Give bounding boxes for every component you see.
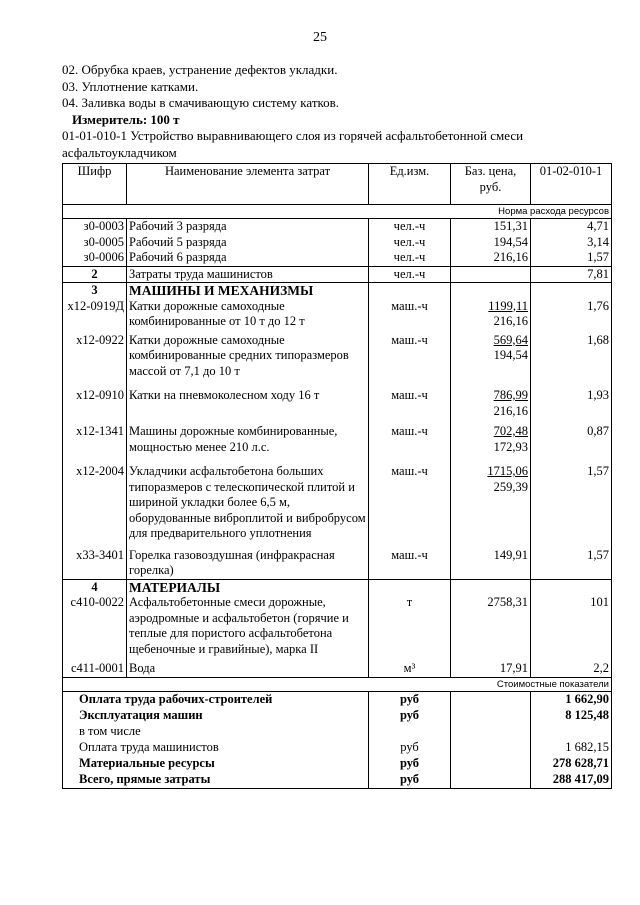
table-row xyxy=(63,235,612,251)
header-code: Шифр xyxy=(63,164,127,205)
row-norm: 2,2 xyxy=(531,657,612,677)
table-title-line2: асфальтоукладчиком xyxy=(62,144,177,160)
row-norm: 7,81 xyxy=(531,266,612,283)
header-price: Баз. цена, руб. xyxy=(451,164,531,205)
price-wage: 259,39 xyxy=(493,479,528,494)
table-row xyxy=(63,657,612,677)
price-main: 786,99 xyxy=(493,388,528,402)
price-main: 702,48 xyxy=(493,424,528,438)
summary-value: 1 662,90 xyxy=(531,691,612,708)
table-row xyxy=(63,299,612,330)
row-price: 216,16 xyxy=(451,250,531,266)
empty-cell xyxy=(451,283,531,299)
row-norm: 3,14 xyxy=(531,235,612,251)
price-main: 1715,06 xyxy=(487,464,528,478)
summary-unit: руб xyxy=(369,708,451,724)
price-wage: 172,93 xyxy=(493,439,528,454)
row-price xyxy=(451,299,531,330)
summary-label: Всего, прямые затраты xyxy=(63,772,369,789)
empty-cell xyxy=(451,772,531,789)
row-name: Машины дорожные комбинированные, мощностью менее 210 л.с. xyxy=(127,419,369,455)
summary-value: 288 417,09 xyxy=(531,772,612,789)
row-price: 2758,31 xyxy=(451,595,531,657)
row-code: х33-3401 xyxy=(63,542,127,580)
section-row-materials xyxy=(63,579,612,595)
page-number: 25 xyxy=(313,30,327,45)
summary-row xyxy=(63,756,612,772)
summary-unit: руб xyxy=(369,691,451,708)
table-header-row xyxy=(63,164,612,205)
row-code: х12-0910 xyxy=(63,379,127,419)
row-norm: 1,57 xyxy=(531,250,612,266)
summary-value xyxy=(531,724,612,740)
row-unit: маш.-ч xyxy=(369,379,451,419)
row-code: х12-0919Д xyxy=(63,299,127,330)
row-name: Рабочий 5 разряда xyxy=(127,235,369,251)
work-step-02: 02. Обрубка краев, устранение дефектов укладки. xyxy=(62,62,338,77)
empty-cell xyxy=(451,756,531,772)
row-price: 151,31 xyxy=(451,219,531,235)
row-name: Рабочий 3 разряда xyxy=(127,219,369,235)
row-unit: маш.-ч xyxy=(369,455,451,542)
table-row xyxy=(63,250,612,266)
row-code: з0-0003 xyxy=(63,219,127,235)
price-main: 1199,11 xyxy=(488,298,528,313)
empty-cell xyxy=(451,708,531,724)
row-code: х12-1341 xyxy=(63,419,127,455)
table-row xyxy=(63,330,612,380)
row-norm: 101 xyxy=(531,595,612,657)
empty-cell xyxy=(531,579,612,595)
price-main: 569,64 xyxy=(493,332,528,347)
table-title-line1: 01-01-010-1 Устройство выравнивающего слоя из горячей асфальтобетонной смеси xyxy=(62,128,524,143)
section-row-machines xyxy=(63,283,612,299)
row-price xyxy=(451,455,531,542)
row-name: Рабочий 6 разряда xyxy=(127,250,369,266)
row-code: з0-0005 xyxy=(63,235,127,251)
section-title: МАТЕРИАЛЫ xyxy=(127,579,369,595)
summary-label: Эксплуатация машин xyxy=(63,708,369,724)
row-price xyxy=(451,266,531,283)
empty-cell xyxy=(451,740,531,756)
measure-unit: Измеритель: 100 т xyxy=(72,111,180,127)
norm-caption-row xyxy=(63,205,612,219)
row-norm: 1,76 xyxy=(531,299,612,330)
row-unit: маш.-ч xyxy=(369,299,451,330)
header-norm: 01-02-010-1 xyxy=(531,164,612,205)
summary-row xyxy=(63,691,612,708)
row-code: х12-0922 xyxy=(63,330,127,380)
row-unit: т xyxy=(369,595,451,657)
row-unit: маш.-ч xyxy=(369,542,451,580)
row-norm: 1,93 xyxy=(531,379,612,419)
table-row xyxy=(63,219,612,235)
price-wage: 216,16 xyxy=(493,314,528,328)
machinists-row xyxy=(63,266,612,283)
price-wage: 216,16 xyxy=(493,403,528,418)
price-wage: 194,54 xyxy=(493,348,528,362)
row-unit: м³ xyxy=(369,657,451,677)
row-price: 17,91 xyxy=(451,657,531,677)
work-step-04: 04. Заливка воды в смачивающую систему катков. xyxy=(62,95,340,110)
row-code: х12-2004 xyxy=(63,455,127,542)
summary-label: Материальные ресурсы xyxy=(63,756,369,772)
row-price xyxy=(451,330,531,380)
summary-row xyxy=(63,740,612,756)
empty-cell xyxy=(451,724,531,740)
row-name: Катки дорожные самоходные комбинированные от 10 т до 12 т xyxy=(127,299,369,330)
header-unit: Ед.изм. xyxy=(369,164,451,205)
summary-label: Оплата труда машинистов xyxy=(63,740,369,756)
row-code: с410-0022 xyxy=(63,595,127,657)
row-name: Укладчики асфальтобетона больших типоразмеров с телескопической плитой и шириной укладки более 6,5 м, оборудованные виброплитой и вибробрусом для предварительного уплотнения xyxy=(127,455,369,542)
row-unit: маш.-ч xyxy=(369,330,451,380)
summary-label: в том числе xyxy=(63,724,369,740)
summary-row xyxy=(63,724,612,740)
summary-unit: руб xyxy=(369,772,451,789)
header-name: Наименование элемента затрат xyxy=(127,164,369,205)
row-name: Горелка газовоздушная (инфракрасная горелка) xyxy=(127,542,369,580)
row-code: 2 xyxy=(63,266,127,283)
section-title: МАШИНЫ И МЕХАНИЗМЫ xyxy=(127,283,369,299)
row-name: Катки дорожные самоходные комбинированные средних типоразмеров массой от 7,1 до 10 т xyxy=(127,330,369,380)
summary-unit xyxy=(369,724,451,740)
row-price xyxy=(451,419,531,455)
cost-norm-table xyxy=(62,163,612,789)
table-row xyxy=(63,379,612,419)
empty-cell xyxy=(369,579,451,595)
intro-block xyxy=(62,62,622,161)
section-code: 3 xyxy=(63,283,127,299)
row-name: Катки на пневмоколесном ходу 16 т xyxy=(127,379,369,419)
summary-value: 278 628,71 xyxy=(531,756,612,772)
summary-unit: руб xyxy=(369,756,451,772)
cost-caption-row xyxy=(63,677,612,691)
row-norm: 1,57 xyxy=(531,455,612,542)
norm-caption: Норма расхода ресурсов xyxy=(63,205,612,219)
summary-row xyxy=(63,708,612,724)
row-norm: 1,68 xyxy=(531,330,612,380)
row-price: 149,91 xyxy=(451,542,531,580)
row-name: Вода xyxy=(127,657,369,677)
summary-value: 1 682,15 xyxy=(531,740,612,756)
table-row xyxy=(63,542,612,580)
summary-row xyxy=(63,772,612,789)
row-norm: 4,71 xyxy=(531,219,612,235)
row-code: з0-0006 xyxy=(63,250,127,266)
row-price xyxy=(451,379,531,419)
summary-label: Оплата труда рабочих-строителей xyxy=(63,691,369,708)
section-code: 4 xyxy=(63,579,127,595)
row-unit: чел.-ч xyxy=(369,219,451,235)
row-norm: 0,87 xyxy=(531,419,612,455)
table-row xyxy=(63,595,612,657)
row-name: Затраты труда машинистов xyxy=(127,266,369,283)
row-name: Асфальтобетонные смеси дорожные, аэродромные и асфальтобетон (горячие и теплые для пористого асфальтобетона щебеночные и гравийные), марка II xyxy=(127,595,369,657)
table-row xyxy=(63,455,612,542)
work-step-03: 03. Уплотнение катками. xyxy=(62,78,199,94)
empty-cell xyxy=(451,691,531,708)
empty-cell xyxy=(451,579,531,595)
empty-cell xyxy=(369,283,451,299)
summary-unit: руб xyxy=(369,740,451,756)
row-unit: чел.-ч xyxy=(369,250,451,266)
row-unit: чел.-ч xyxy=(369,235,451,251)
row-unit: чел.-ч xyxy=(369,266,451,283)
row-unit: маш.-ч xyxy=(369,419,451,455)
row-price: 194,54 xyxy=(451,235,531,251)
cost-caption: Стоимостные показатели xyxy=(63,677,612,691)
table-row xyxy=(63,419,612,455)
row-norm: 1,57 xyxy=(531,542,612,580)
summary-value: 8 125,48 xyxy=(531,708,612,724)
empty-cell xyxy=(531,283,612,299)
row-code: с411-0001 xyxy=(63,657,127,677)
